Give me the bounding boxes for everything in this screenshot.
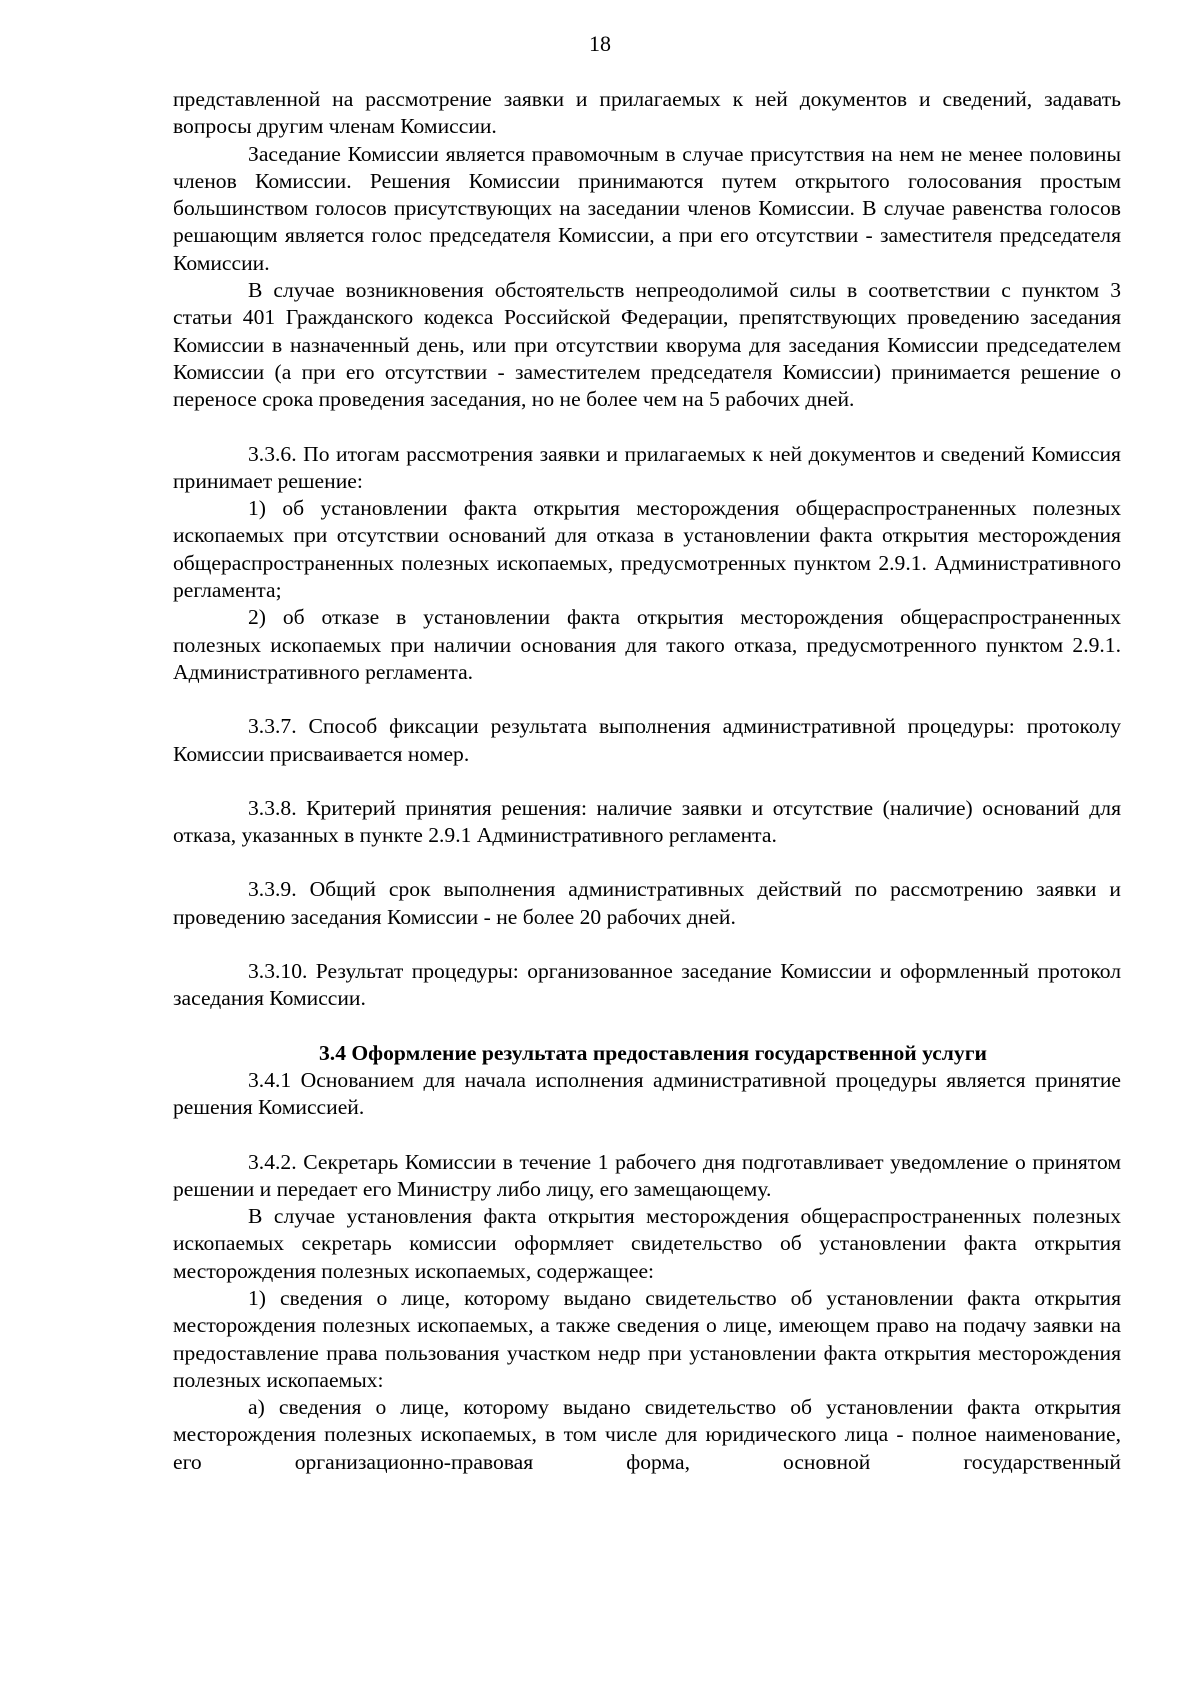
list-item: 1) сведения о лице, которому выдано свидетельство об установлении факта открытия месторождения полезных ископаемых, а также сведения о лице, имеющем право на подачу заявки на предоставление права пользования участком недр при установлении факта открытия месторождения полезных ископаемых: bbox=[173, 1285, 1121, 1392]
paragraph: 3.3.7. Способ фиксации результата выполнения административной процедуры: протоколу Комиссии присваивается номер. bbox=[173, 714, 1121, 766]
paragraph: 3.4.1 Основанием для начала исполнения административной процедуры является принятие решения Комиссией. bbox=[173, 1067, 1121, 1120]
list-item: 2) об отказе в установлении факта открытия месторождения общераспространенных полезных ископаемых при наличии основания для такого отказа, предусмотренного пунктом 2.9.1. Административного регламента. bbox=[173, 605, 1121, 684]
paragraph: представленной на рассмотрение заявки и прилагаемых к ней документов и сведений, задавать вопросы другим членам Комиссии. bbox=[173, 87, 1121, 139]
paragraph: В случае установления факта открытия месторождения общераспространенных полезных ископаемых секретарь комиссии оформляет свидетельство об установлении факта открытия месторождения полезных ископаемых, содержащее: bbox=[173, 1204, 1121, 1283]
page-number: 18 bbox=[589, 31, 611, 56]
paragraph: 3.3.9. Общий срок выполнения административных действий по рассмотрению заявки и проведению заседания Комиссии - не более 20 рабочих дней. bbox=[173, 877, 1121, 929]
paragraph: 3.3.10. Результат процедуры: организованное заседание Комиссии и оформленный протокол заседания Комиссии. bbox=[173, 959, 1121, 1011]
paragraph: 3.4.2. Секретарь Комиссии в течение 1 рабочего дня подготавливает уведомление о принятом решении и передает его Министру либо лицу, его замещающему. bbox=[173, 1149, 1121, 1201]
list-item: а) сведения о лице, которому выдано свидетельство об установлении факта открытия месторождения полезных ископаемых, в том числе для юридического лица - полное наименование, его организационно-правовая форма, основной государственный bbox=[173, 1395, 1121, 1474]
paragraph: 3.3.8. Критерий принятия решения: наличие заявки и отсутствие (наличие) оснований для отказа, указанных в пункте 2.9.1 Административного регламента. bbox=[173, 795, 1121, 848]
paragraph: Заседание Комиссии является правомочным в случае присутствия на нем не менее половины членов Комиссии. Решения Комиссии принимаются путем открытого голосования простым большинством голосов присутствующих на заседании членов Комиссии. В случае равенства голосов решающим является голос председателя Комиссии, а при его отсутствии - заместителя председателя Комиссии. bbox=[173, 141, 1121, 275]
paragraph: 3.3.6. По итогам рассмотрения заявки и прилагаемых к ней документов и сведений Комиссия принимает решение: bbox=[173, 441, 1121, 493]
document-body bbox=[173, 86, 1121, 1476]
list-item: 1) об установлении факта открытия месторождения общераспространенных полезных ископаемых при отсутствии оснований для отказа в установлении факта открытия месторождения общераспространенных полезных ископаемых, предусмотренных пунктом 2.9.1. Административного регламента; bbox=[173, 496, 1121, 603]
section-heading: 3.4 Оформление результата предоставления государственной услуги bbox=[319, 1040, 987, 1065]
paragraph: В случае возникновения обстоятельств непреодолимой силы в соответствии с пунктом 3 статьи 401 Гражданского кодекса Российской Федерации, препятствующих проведению заседания Комиссии в назначенный день, или при отсутствии кворума для заседания Комиссии председателем Комиссии (а при его отсутствии - заместителем председателя Комиссии) принимается решение о переносе срока проведения заседания, но не более чем на 5 рабочих дней. bbox=[173, 278, 1121, 412]
